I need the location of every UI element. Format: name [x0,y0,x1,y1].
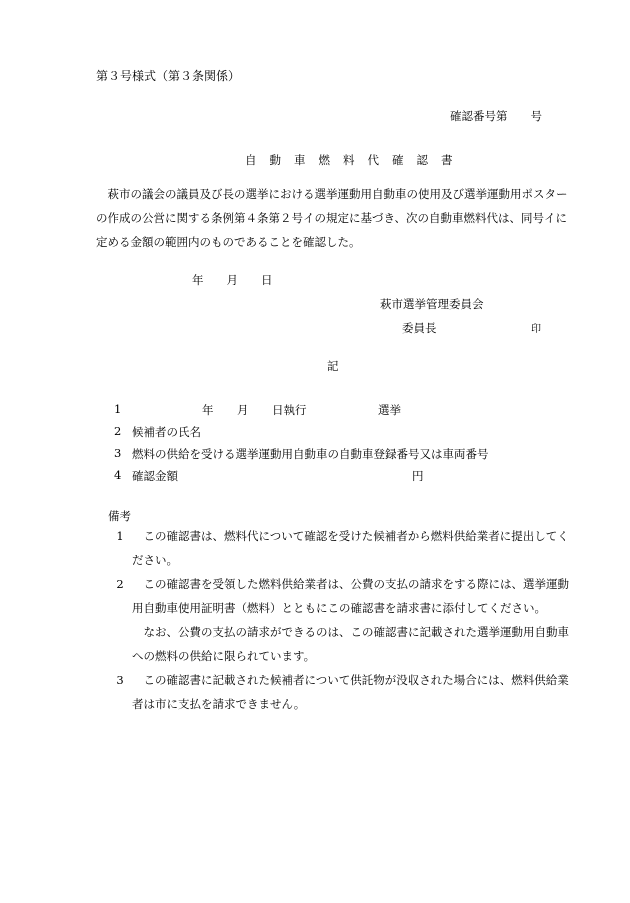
note-item [108,572,572,668]
item-2-text: 候補者の氏名 [132,425,201,439]
note-text: この確認書に記載された候補者について供託物が没収された場合には、燃料供給業者は市に支払を請求できません。 [132,673,569,711]
note-item [108,524,572,572]
note-body [132,572,572,668]
seal-mark: 印 [531,324,541,335]
date-line: 年 月 日 [192,273,273,287]
ki-label: 記 [327,359,339,373]
item-4-unit: 円 [412,469,424,483]
body-paragraph [96,182,572,254]
item-1-year: 年 [202,403,214,417]
confirmation-number: 確認番号第 号 [450,109,542,123]
note-text: この確認書を受領した燃料供給業者は、公費の支払の請求をする際には、選挙運動用自動車使用証明書（燃料）とともにこの確認書を請求書に添付してください。 [132,577,569,615]
item-1-number: 1 [114,402,122,416]
note-extra-text: なお、公費の支払の請求ができるのは、この確認書に記載された選挙運動用自動車への燃料の供給に限られています。 [132,625,569,663]
body-text: 萩市の議会の議員及び長の選挙における選挙運動用自動車の使用及び選挙運動用ポスターの作成の公営に関する条例第４条第２号イの規定に基づき、次の自動車燃料代は、同号イに定める金額の範囲内のものであることを確認した。 [96,187,568,249]
document-title: 自動車燃料代確認書 [245,153,466,167]
chair-title: 委員長 [402,321,437,335]
note-number: 3 [116,673,124,687]
note-text: この確認書は、燃料代について確認を受けた候補者から燃料供給業者に提出してください。 [132,529,569,567]
note-number: 1 [116,529,124,543]
note-item [108,668,572,716]
item-3-text: 燃料の供給を受ける選挙運動用自動車の自動車登録番号又は車両番号 [132,447,489,461]
item-4-number: 4 [114,468,122,482]
item-1-election: 選挙 [378,403,401,417]
item-3-number: 3 [114,446,122,460]
notes-list [108,524,572,716]
form-label: 第３号様式（第３条関係） [96,69,241,83]
item-2-number: 2 [114,424,122,438]
item-1-month: 月 [237,403,249,417]
item-4-text: 確認金額 [132,469,178,483]
note-number: 2 [116,577,124,591]
item-1-day-held: 日執行 [272,403,307,417]
notes-heading: 備考 [108,509,131,523]
committee-name: 萩市選挙管理委員会 [380,297,484,311]
